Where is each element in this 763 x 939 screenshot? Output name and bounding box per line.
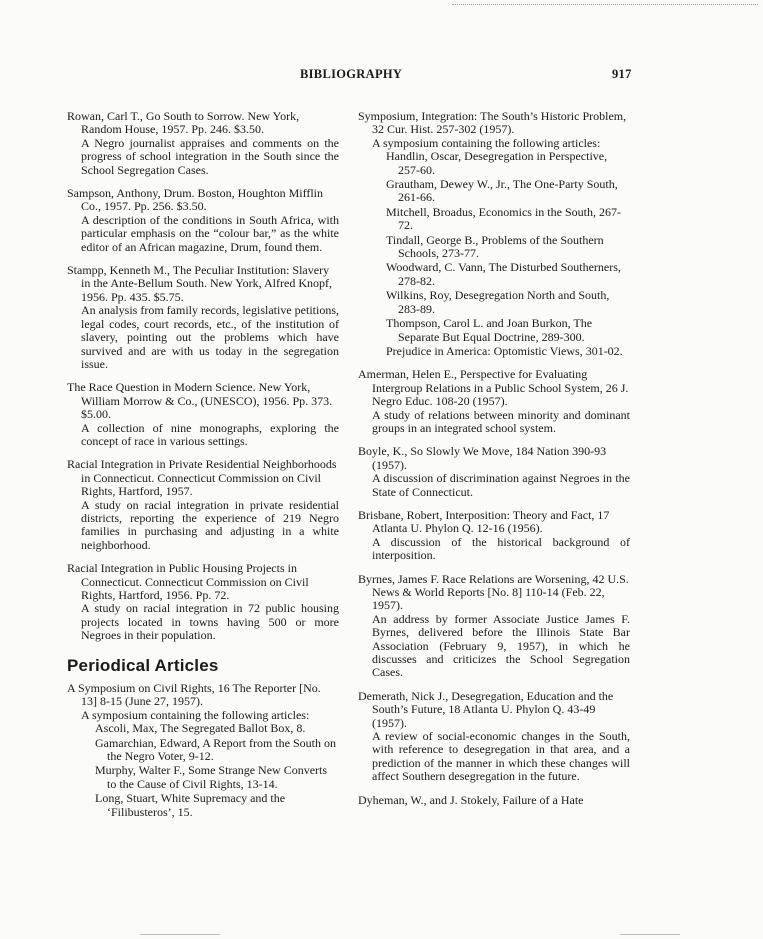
entry-annotation: A Negro journalist appraises and comments on the progress of school integration in the South since the School Segregation Cases. <box>81 135 339 177</box>
symposium-article: Murphy, Walter F., Some Strange New Converts to the Cause of Civil Rights, 13-14. <box>95 763 328 791</box>
entry-annotation: An address by former Associate Justice James F. Byrnes, delivered before the Illinois State Bar Association (February 9, 1957), in which he discusses and criticizes the School Segregation Cases. <box>372 611 630 680</box>
symposium-article: Woodward, C. Vann, The Disturbed Southerners, 278-82. <box>386 260 621 288</box>
symposium-article: Prejudice in America: Optomistic Views, 301-02. <box>386 343 623 358</box>
entry-annotation: A study on racial integration in private residential districts, reporting the experience of 219 Negro families in purchasing and adjusting in a white neighborhood. <box>81 497 339 552</box>
bibliography-entry <box>358 509 630 563</box>
bibliography-entry <box>67 562 339 642</box>
symposium-article: Ascoli, Max, The Segregated Ballot Box, 8. <box>95 721 306 736</box>
entry-annotation: A review of social-economic changes in the South, with reference to desegregation in that area, and a prediction of the manner in which these changes will affect Southern desegregation in the future. <box>372 729 630 784</box>
bibliography-entry <box>358 794 630 807</box>
entry-annotation: A collection of nine monographs, exploring the concept of race in various settings. <box>81 420 339 448</box>
bibliography-entry <box>358 445 630 499</box>
entry-annotation: A description of the conditions in South Africa, with particular emphasis on the “colour bar,” as the white editor of an African magazine, Drum, found them. <box>81 212 339 254</box>
entry-citation: Sampson, Anthony, Drum. Boston, Houghton Mifflin Co., 1957. Pp. 256. $3.50. <box>67 186 324 214</box>
right-column <box>358 110 630 817</box>
bibliography-entry <box>67 187 339 254</box>
entry-citation: Stampp, Kenneth M., The Peculiar Institution: Slavery in the Ante-Bellum South. New York, Alfred Knopf, 1956. Pp. 435. $5.75. <box>67 263 332 304</box>
entry-citation: Amerman, Helen E., Perspective for Evaluating Intergroup Relations in a Public School System, 26 J. Negro Educ. 108-20 (1957). <box>358 367 629 409</box>
entry-citation: Rowan, Carl T., Go South to Sorrow. New York, Random House, 1957. Pp. 246. $3.50. <box>67 109 300 137</box>
entry-annotation: A discussion of discrimination against Negroes in the State of Connecticut. <box>372 471 630 499</box>
entry-annotation: A study on racial integration in 72 public housing projects located in towns having 500 or more Negroes in their population. <box>81 601 339 643</box>
symposium-article: Tindall, George B., Problems of the Southern Schools, 273-77. <box>386 232 604 261</box>
bibliography-entry <box>67 110 339 177</box>
entry-annotation: A study of relations between minority and dominant groups in an integrated school system. <box>372 407 630 435</box>
entry-annotation: A discussion of the historical background of interposition. <box>372 534 630 563</box>
entry-citation: Racial Integration in Public Housing Projects in Connecticut. Connecticut Commission on Civil Rights, Hartford, 1956. Pp. 72. <box>67 561 309 602</box>
entry-citation: Racial Integration in Private Residential Neighborhoods in Connecticut. Connecticut Commission on Civil Rights, Hartford, 1957. <box>67 457 337 499</box>
top-dotted-rule <box>452 4 758 5</box>
symposium-article-list <box>67 722 339 819</box>
symposium-article-list <box>358 150 630 358</box>
entry-citation: Boyle, K., So Slowly We Move, 184 Nation 390-93 (1957). <box>358 444 607 472</box>
entry-citation: The Race Question in Modern Science. New York, William Morrow & Co., (UNESCO), 1956. Pp. 373. $5.00. <box>67 380 333 422</box>
bibliography-entry <box>67 682 339 819</box>
symposium-article: Wilkins, Roy, Desegregation North and South, 283-89. <box>386 288 610 316</box>
entry-annotation: An analysis from family records, legislative petitions, legal codes, court records, etc., of the institution of slavery, pointing out the problems which have survived and are with us today in the segregation issue. <box>81 303 339 371</box>
symposium-article: Long, Stuart, White Supremacy and the ‘Filibusteros’, 15. <box>95 791 286 819</box>
bibliography-entry <box>67 264 339 371</box>
entry-citation: Brisbane, Robert, Interposition: Theory and Fact, 17 Atlanta U. Phylon Q. 12-16 (1956). <box>358 507 610 536</box>
bottom-scan-mark <box>140 934 220 935</box>
entry-citation: A Symposium on Civil Rights, 16 The Reporter [No. 13] 8-15 (June 27, 1957). <box>67 681 321 709</box>
entry-annotation: A symposium containing the following articles: <box>372 135 601 150</box>
symposium-article: Mitchell, Broadus, Economics in the South, 267-72. <box>386 204 621 233</box>
bibliography-entry <box>358 573 630 680</box>
bottom-scan-mark <box>620 934 680 935</box>
page-header-title: BIBLIOGRAPHY <box>300 67 403 81</box>
symposium-article: Thompson, Carol L. and Joan Burkon, The Separate But Equal Doctrine, 289-300. <box>386 316 593 344</box>
bibliography-entry <box>67 458 339 552</box>
symposium-article: Grautham, Dewey W., Jr., The One-Party South, 261-66. <box>386 177 618 205</box>
left-column <box>67 110 339 829</box>
bibliography-entry <box>358 110 630 358</box>
bibliography-entry <box>67 381 339 448</box>
bibliography-entry <box>358 368 630 435</box>
entry-citation: Dyheman, W., and J. Stokely, Failure of a Hate <box>358 792 584 807</box>
symposium-article: Gamarchian, Edward, A Report from the South on the Negro Voter, 9-12. <box>95 735 336 764</box>
bibliography-entry <box>358 690 630 784</box>
symposium-article: Handlin, Oscar, Desegregation in Perspective, 257-60. <box>386 149 608 177</box>
entry-citation: Demerath, Nick J., Desegregation, Education and the South’s Future, 18 Atlanta U. Phylon Q. 43-49 (1957). <box>358 688 614 730</box>
page-number: 917 <box>612 67 632 81</box>
section-heading-periodical-articles: Periodical Articles <box>67 655 219 675</box>
entry-citation: Symposium, Integration: The South’s Historic Problem, 32 Cur. Hist. 257-302 (1957). <box>358 109 627 137</box>
entry-annotation: A symposium containing the following articles: <box>81 707 310 722</box>
entry-citation: Byrnes, James F. Race Relations are Worsening, 42 U.S. News & World Reports [No. 8] 110-14 (Feb. 22, 1957). <box>358 571 629 613</box>
